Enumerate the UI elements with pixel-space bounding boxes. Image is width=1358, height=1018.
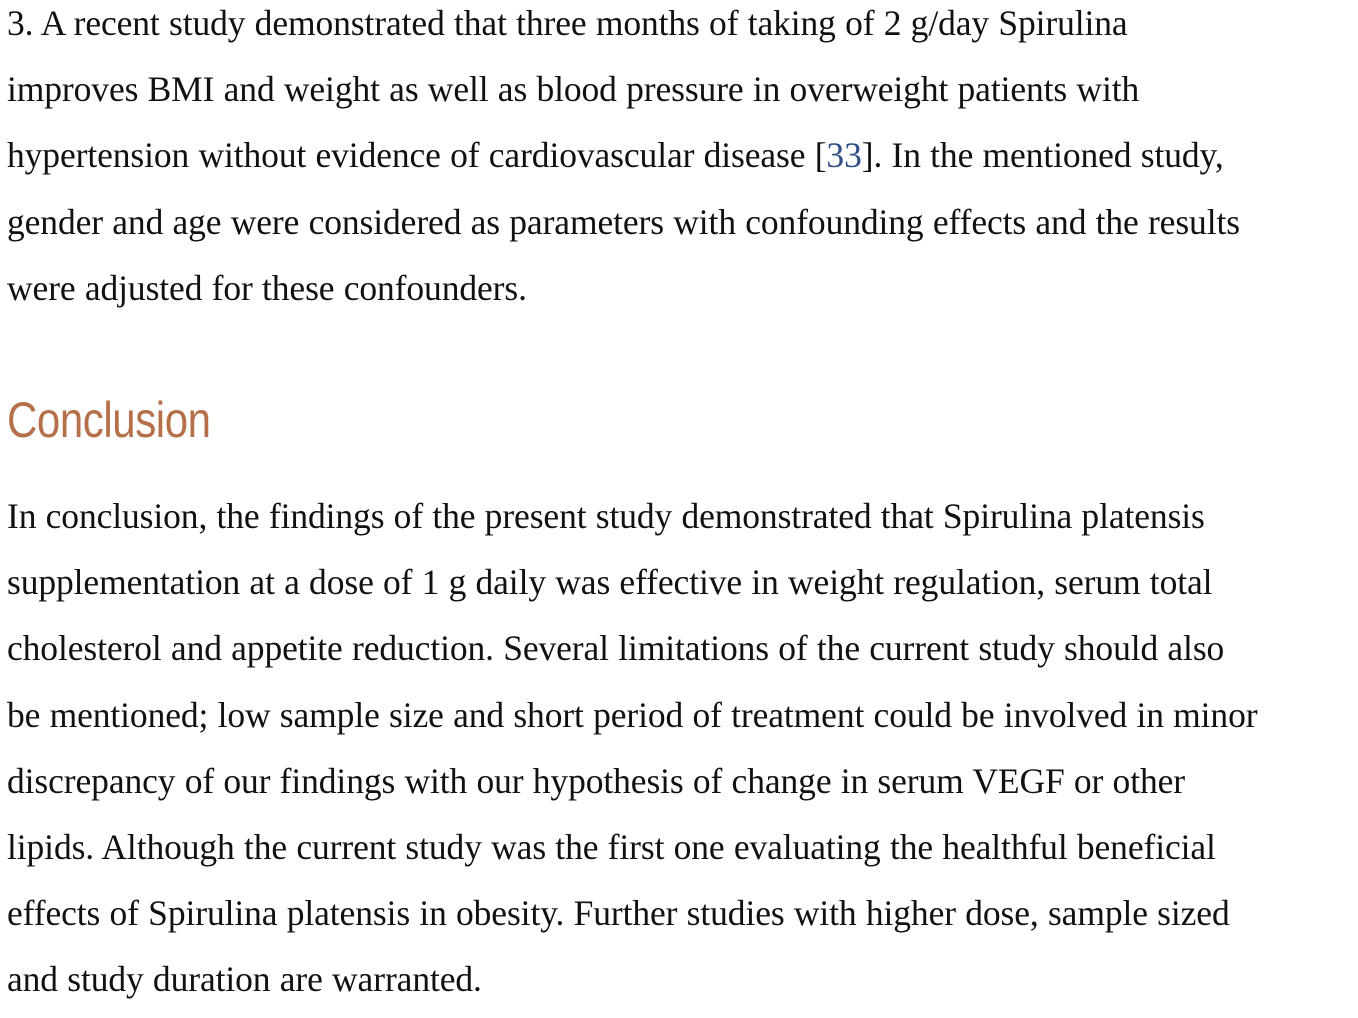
text-line: were adjusted for these confounders. (7, 267, 527, 308)
conclusion-heading: Conclusion (7, 392, 211, 448)
text-line (7, 122, 1347, 188)
text-line: gender and age were considered as parameters with confounding effects and the results (7, 201, 1240, 242)
text-line: discrepancy of our findings with our hypothesis of change in serum VEGF or other (7, 760, 1185, 801)
text-line: and study duration are warranted. (7, 959, 482, 1000)
text-line: supplementation at a dose of 1 g daily was effective in weight regulation, serum total (7, 562, 1213, 603)
citation-link-33[interactable]: 33 (826, 135, 862, 176)
text-line: lipids. Although the current study was the first one evaluating the healthful beneficial (7, 827, 1216, 868)
discussion-paragraph (7, 0, 1347, 321)
text-segment: hypertension without evidence of cardiovascular disease [ (7, 135, 827, 176)
text-line: improves BMI and weight as well as blood pressure in overweight patients with (7, 69, 1140, 110)
conclusion-paragraph (7, 483, 1357, 1013)
text-segment: ]. In the mentioned study, (861, 135, 1224, 176)
text-line: cholesterol and appetite reduction. Several limitations of the current study should also (7, 628, 1225, 669)
text-line: effects of Spirulina platensis in obesity. Further studies with higher dose, sample sized (7, 893, 1230, 934)
text-line: 3. A recent study demonstrated that three months of taking of 2 g/day Spirulina (7, 3, 1128, 43)
text-line: be mentioned; low sample size and short period of treatment could be involved in minor (7, 694, 1258, 735)
text-line: In conclusion, the findings of the present study demonstrated that Spirulina platensis (7, 496, 1205, 536)
